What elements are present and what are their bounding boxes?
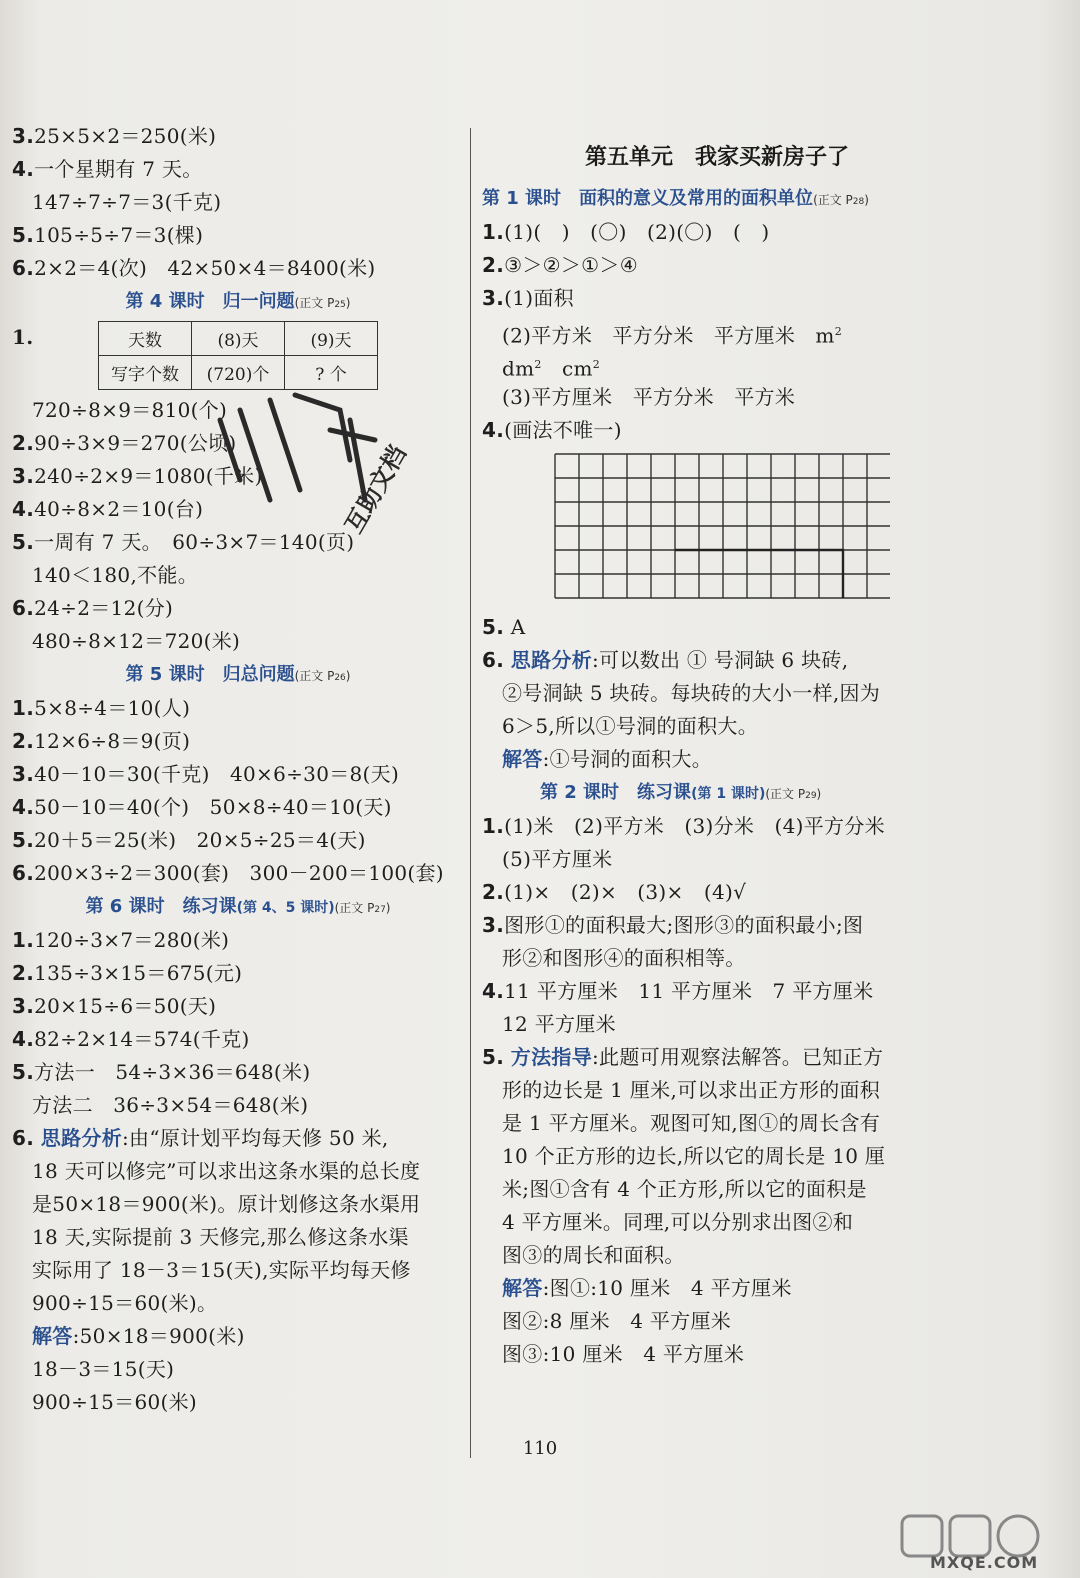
answer-text: 135÷3×15＝675(元) — [34, 961, 243, 985]
stamp-text: 互助文档 — [339, 440, 412, 538]
answer-line: 6. 思路分析:可以数出 ① 号洞缺 6 块砖, — [482, 648, 849, 672]
lesson-1-ref: (正文 P28) — [813, 193, 869, 207]
answer-keyword: 解答 — [502, 747, 543, 771]
answer-text: 105÷5÷7＝3(棵) — [34, 223, 204, 247]
analysis-keyword: 思路分析 — [40, 1126, 122, 1150]
lesson-4-heading — [12, 285, 464, 319]
answer-text: 240÷2×9＝1080(千米) — [34, 464, 263, 488]
answer-text: 图形①的面积最大;图形③的面积最小;图 — [504, 913, 864, 937]
question-number: 6. — [12, 596, 35, 620]
answer-line — [482, 909, 952, 942]
answer-line: 6. 思路分析:由“原计划平均每天修 50 米, — [12, 1126, 389, 1150]
answer-line: 900÷15＝60(米) — [32, 1390, 198, 1414]
answer-line — [482, 282, 952, 315]
answer-line: 5. 方法指导:此题可用观察法解答。已知正方 — [482, 1045, 884, 1069]
question-number: 2. — [12, 961, 35, 985]
answer-line — [482, 942, 952, 975]
question-number: 2. — [482, 253, 505, 277]
question-number: 3. — [12, 994, 35, 1018]
answer-line — [12, 252, 464, 285]
table-row — [99, 322, 378, 356]
question-number: 2. — [12, 431, 35, 455]
answer-line: 18 天,实际提前 3 天修完,那么修这条水渠 — [32, 1225, 409, 1249]
answer-line: 实际用了 18－3＝15(天),实际平均每天修 — [32, 1258, 411, 1282]
answer-text: 24÷2＝12(分) — [34, 596, 174, 620]
answer-line: 是50×18＝900(米)。原计划修这条水渠用 — [32, 1192, 421, 1216]
question-number: 1. — [482, 220, 505, 244]
answer-line: 米;图①含有 4 个正方形,所以它的面积是 — [502, 1177, 867, 1201]
answer-line: 5. A — [482, 615, 526, 639]
question-number: 4. — [12, 1027, 35, 1051]
answer-line — [12, 153, 464, 186]
question-number: 1. — [12, 325, 34, 349]
answer-text: 12×6÷8＝9(页) — [34, 729, 191, 753]
answer-line — [12, 824, 464, 857]
answer-text: 120÷3×7＝280(米) — [34, 928, 230, 952]
answer-line: 4.(画法不唯一) — [482, 418, 622, 442]
answer-text: 90÷3×9＝270(公顷) — [34, 431, 237, 455]
answer-line: (3)平方厘米 平方分米 平方米 — [502, 385, 796, 409]
answer-line — [12, 924, 464, 957]
answer-line — [12, 1089, 464, 1122]
answer-line — [12, 559, 464, 592]
answer-line — [12, 186, 464, 219]
answer-text: 方法二 36÷3×54＝648(米) — [32, 1093, 309, 1117]
answer-text: 20×15÷6＝50(天) — [34, 994, 217, 1018]
table-cell: 写字个数 — [99, 356, 192, 390]
answer-line: 18 天可以修完”可以求出这条水渠的总长度 — [32, 1159, 421, 1183]
watermark-text: MXQE.COM — [930, 1553, 1039, 1572]
answer-text: 147÷7÷7＝3(千克) — [32, 190, 222, 214]
lesson-4-title: 第 4 课时 归一问题 — [125, 291, 295, 312]
answer-line: 图②:8 厘米 4 平方厘米 — [502, 1309, 732, 1333]
right-column — [482, 120, 952, 1371]
answer-text: (1)面积 — [504, 286, 574, 310]
question-number: 3. — [12, 464, 35, 488]
table-cell: (9)天 — [285, 322, 378, 356]
answer-line — [12, 219, 464, 252]
question-number: 3. — [12, 762, 35, 786]
answer-text: 一个星期有 7 天。 — [34, 157, 203, 181]
answer-line: 是 1 平方厘米。观图可知,图①的周长含有 — [502, 1111, 881, 1135]
left-top-answers — [12, 120, 464, 285]
question-number: 2. — [482, 880, 505, 904]
table-cell: ? 个 — [285, 356, 378, 390]
answer-line — [482, 1008, 952, 1041]
answer-line — [482, 216, 952, 249]
answer-line — [12, 1023, 464, 1056]
method-keyword: 方法指导 — [510, 1045, 592, 1069]
table-cell: (8)天 — [192, 322, 285, 356]
lesson-5-answers — [12, 692, 464, 890]
answer-line: 图③的周长和面积。 — [502, 1243, 685, 1267]
answer-text: (1)米 (2)平方米 (3)分米 (4)平方分米 — [504, 814, 885, 838]
lesson-1-answers — [482, 216, 952, 315]
answer-text: (1)( ) (〇) (2)(〇) ( ) — [504, 220, 770, 244]
answer-line: 解答:图①:10 厘米 4 平方厘米 — [502, 1276, 792, 1300]
question-number: 6. — [12, 861, 35, 885]
answer-text: 200×3÷2＝300(套) 300－200＝100(套) — [34, 861, 444, 885]
answer-line: 18－3＝15(天) — [32, 1357, 175, 1381]
question-number: 3. — [12, 124, 35, 148]
answer-line: 解答:①号洞的面积大。 — [502, 747, 713, 771]
answer-text: 50－10＝40(个) 50×8÷40＝10(天) — [34, 795, 392, 819]
answer-line — [12, 592, 464, 625]
answer-keyword: 解答 — [32, 1324, 73, 1348]
answer-text: 82÷2×14＝574(千克) — [34, 1027, 250, 1051]
page-number: 110 — [522, 1438, 558, 1459]
answer-line — [12, 725, 464, 758]
answer-text: 25×5×2＝250(米) — [34, 124, 217, 148]
question-number: 4. — [12, 795, 35, 819]
answer-text: 40÷8×2＝10(台) — [34, 497, 204, 521]
question-number: 3. — [482, 913, 505, 937]
stamp-mark — [200, 380, 440, 560]
lesson-6-title: 第 6 课时 练习课 — [85, 896, 237, 917]
lesson-2-ref: (正文 P29) — [765, 787, 822, 801]
question-number: 5. — [12, 1060, 35, 1084]
left-q6-analysis — [12, 1122, 464, 1419]
answer-line — [12, 758, 464, 791]
question-number: 1. — [12, 928, 35, 952]
answer-text: 140＜180,不能。 — [32, 563, 199, 587]
answer-line — [12, 625, 464, 658]
lesson-1-heading — [482, 182, 952, 216]
lesson-6-heading — [12, 890, 464, 924]
answer-line — [12, 990, 464, 1023]
answer-text: 40－10＝30(千克) 40×6÷30＝8(天) — [34, 762, 400, 786]
column-divider — [470, 128, 471, 1458]
answer-line — [482, 975, 952, 1008]
answer-text: 方法一 54÷3×36＝648(米) — [34, 1060, 311, 1084]
table-cell: 天数 — [99, 322, 192, 356]
answer-text: 形②和图形④的面积相等。 — [502, 946, 746, 970]
question-number: 1. — [12, 696, 35, 720]
question-number: 6. — [12, 256, 35, 280]
answer-text: 2×2＝4(次) 42×50×4＝8400(米) — [34, 256, 376, 280]
answer-line: $dm^2$ $cm^2$ — [502, 356, 601, 381]
square-grid — [554, 453, 952, 603]
answer-line — [482, 810, 952, 843]
lesson-5-title: 第 5 课时 归总问题 — [125, 664, 295, 685]
answer-line: 4 平方厘米。同理,可以分别求出图②和 — [502, 1210, 854, 1234]
answer-text: 12 平方厘米 — [502, 1012, 616, 1036]
lesson-6-answers — [12, 924, 464, 1122]
answer-line — [12, 692, 464, 725]
grid-drawing — [554, 453, 890, 599]
question-number: 5. — [12, 223, 35, 247]
answer-text: 20＋5＝25(米) 20×5÷25＝4(天) — [34, 828, 366, 852]
answer-line — [482, 843, 952, 876]
left-column — [12, 120, 464, 1419]
answer-line — [12, 857, 464, 890]
answer-text: 480÷8×12＝720(米) — [32, 629, 241, 653]
answer-line: 形的边长是 1 厘米,可以求出正方形的面积 — [502, 1078, 881, 1102]
lesson-2-title: 第 2 课时 练习课 — [540, 782, 692, 803]
table-cell: (720)个 — [192, 356, 285, 390]
answer-text: (5)平方厘米 — [502, 847, 613, 871]
answer-text: 5×8÷4＝10(人) — [34, 696, 191, 720]
analysis-keyword: 思路分析 — [510, 648, 592, 672]
question-number: 4. — [12, 157, 35, 181]
lesson-6-ref: (正文 P27) — [334, 901, 391, 915]
answer-line: 解答:50×18＝900(米) — [32, 1324, 245, 1348]
lesson-4-ref: (正文 P25) — [294, 296, 351, 310]
answer-line — [12, 120, 464, 153]
answer-line — [12, 1056, 464, 1089]
lesson-2-paren: (第 1 课时) — [691, 786, 766, 802]
answer-line: (2)平方米 平方分米 平方厘米 $m^2$ — [502, 323, 843, 348]
lesson-2-answers — [482, 810, 952, 1041]
lesson-5-ref: (正文 P26) — [294, 669, 351, 683]
question-number: 2. — [12, 729, 35, 753]
answer-text: 一周有 7 天。 60÷3×7＝140(页) — [34, 530, 355, 554]
answer-line: ②号洞缺 5 块砖。每块砖的大小一样,因为 — [502, 681, 881, 705]
question-number: 3. — [482, 286, 505, 310]
lesson-1-title: 第 1 课时 面积的意义及常用的面积单位 — [482, 188, 814, 209]
question-number: 4. — [12, 497, 35, 521]
answer-line: 10 个正方形的边长,所以它的周长是 10 厘 — [502, 1144, 886, 1168]
answer-line: 6＞5,所以①号洞的面积大。 — [502, 714, 759, 738]
question-number: 5. — [12, 828, 35, 852]
answer-line — [482, 249, 952, 282]
question-number: 5. — [12, 530, 35, 554]
answer-text: 11 平方厘米 11 平方厘米 7 平方厘米 — [504, 979, 874, 1003]
answer-line: 900÷15＝60(米)。 — [32, 1291, 218, 1315]
answer-line — [482, 876, 952, 909]
answer-text: ③＞②＞①＞④ — [504, 253, 638, 277]
lesson-6-paren: (第 4、5 课时) — [236, 900, 335, 916]
answer-text: (1)× (2)× (3)× (4)√ — [504, 880, 747, 904]
right-q5-method — [482, 1041, 952, 1371]
unit-title: 第五单元 我家买新房子了 — [584, 145, 849, 170]
answer-line — [12, 791, 464, 824]
right-q6-analysis — [482, 644, 952, 776]
answer-text: 720÷8×9＝810(个) — [32, 398, 228, 422]
answer-keyword: 解答 — [502, 1276, 543, 1300]
answer-line: 图③:10 厘米 4 平方厘米 — [502, 1342, 745, 1366]
lesson-2-heading — [482, 776, 952, 810]
lesson-5-heading — [12, 658, 464, 692]
answer-line — [12, 957, 464, 990]
question-number: 4. — [482, 979, 505, 1003]
question-number: 1. — [482, 814, 505, 838]
